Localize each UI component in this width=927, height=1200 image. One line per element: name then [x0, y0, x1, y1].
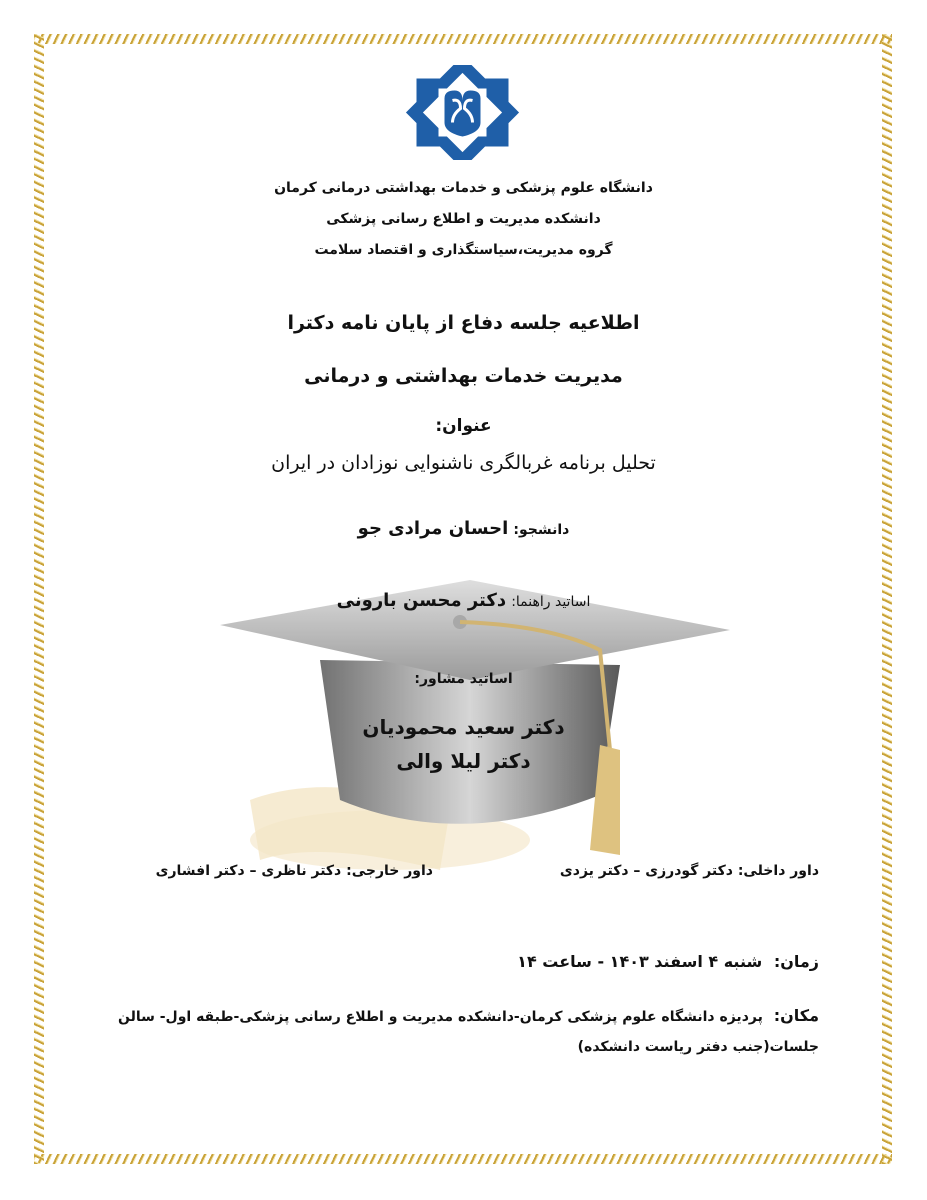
session-time [517, 952, 819, 971]
session-place [99, 1001, 819, 1062]
place-line-2: جلسات(جنب دفتر ریاست دانشکده) [577, 1039, 819, 1055]
advisor-1: دکتر سعید محمودیان [362, 715, 565, 739]
topic-label: عنوان: [435, 416, 492, 436]
place-line-1: پردیزه دانشگاه علوم پزشکی کرمان-دانشکده مدیریت و اطلاع رسانی پزشکی-طبقه اول- سالن [117, 1009, 763, 1025]
student-row [0, 518, 927, 539]
supervisor-row [0, 590, 927, 611]
time-value: شنبه ۴ اسفند ۱۴۰۳ - ساعت ۱۴ [517, 952, 763, 971]
field-name: مدیریت خدمات بهداشتی و درمانی [304, 365, 623, 387]
advisor-2: دکتر لیلا والی [396, 749, 531, 773]
faculty-name: دانشکده مدیریت و اطلاع رسانی پزشکی [326, 211, 601, 227]
place-label: مکان: [773, 1006, 819, 1025]
supervisor-label: اساتید راهنما: [511, 594, 591, 610]
internal-referees: داور داخلی: دکتر گودرزی – دکتر یزدی [559, 863, 819, 879]
time-label: زمان: [773, 952, 819, 971]
announcement-title: اطلاعیه جلسه دفاع از پایان نامه دکترا [287, 312, 640, 334]
university-name: دانشگاه علوم پزشکی و خدمات بهداشتی درمانی کرمان [274, 180, 653, 196]
student-label: دانشجو: [513, 522, 570, 538]
thesis-topic: تحلیل برنامه غربالگری ناشنوایی نوزادان در ایران [271, 452, 656, 474]
external-referees: داور خارجی: دکتر ناظری – دکتر افشاری [155, 863, 433, 879]
department-name: گروه مدیریت،سیاستگذاری و اقتصاد سلامت [314, 242, 613, 258]
advisors-label: اساتید مشاور: [414, 671, 513, 687]
university-emblem-icon [395, 65, 530, 160]
supervisor-name: دکتر محسن بارونی [336, 590, 507, 611]
student-name: احسان مرادی جو [357, 518, 509, 539]
